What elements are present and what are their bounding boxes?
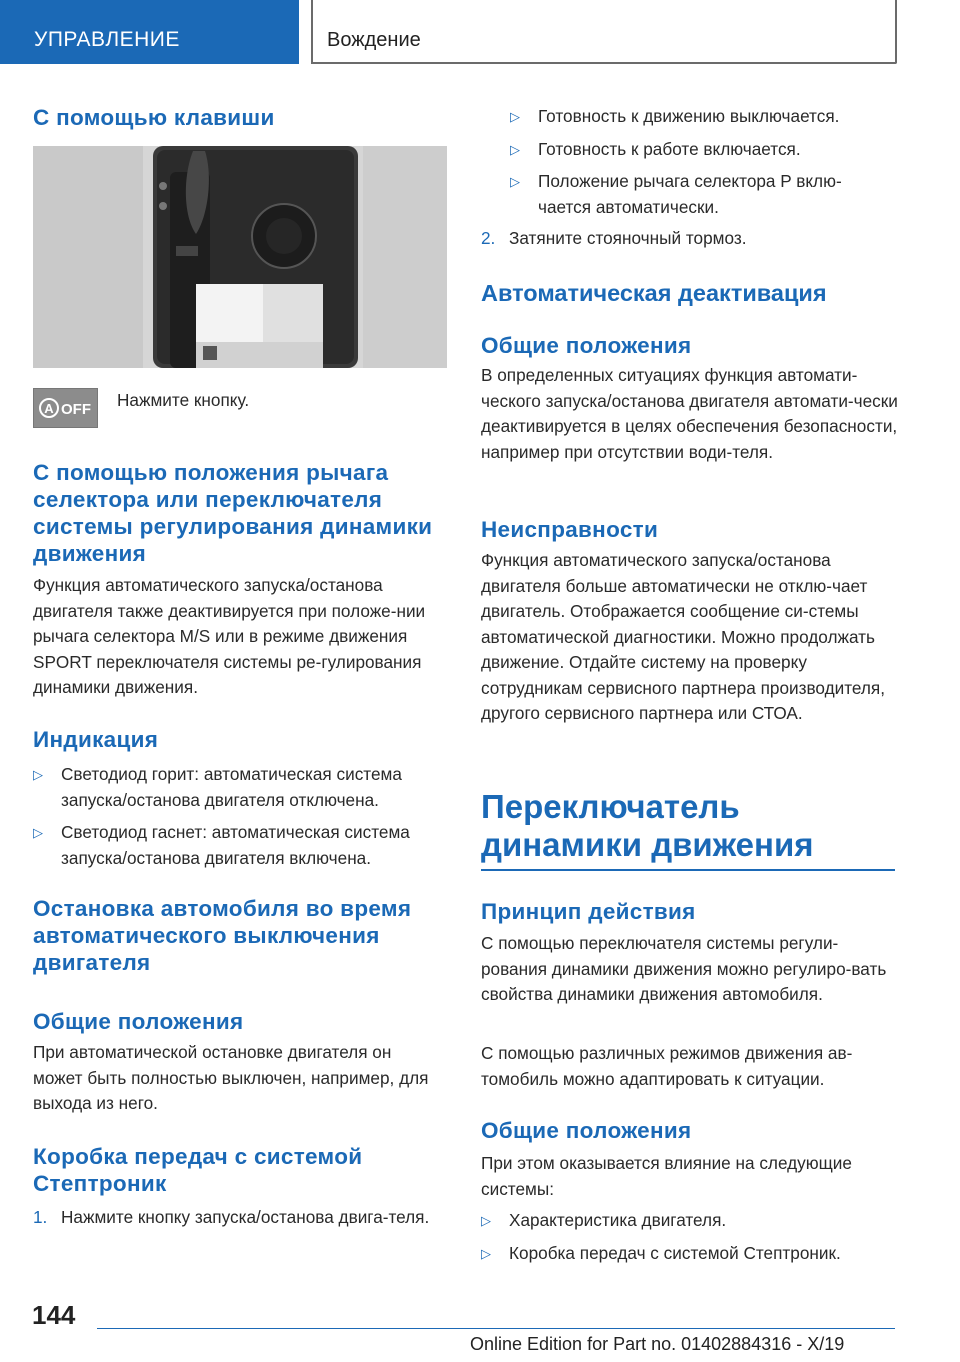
list-item: ▷ Готовность к работе включается. — [510, 137, 900, 163]
footer-divider — [97, 1328, 895, 1329]
center-console-illustration — [33, 146, 447, 368]
heading-general-left: Общие положения — [33, 1009, 244, 1034]
list-item: ▷ Коробка передач с системой Стептроник. — [481, 1241, 896, 1267]
list-item: ▷ Светодиод горит: автоматическая система запуска/останова двигателя отключена. — [33, 764, 402, 810]
svg-text:A: A — [44, 401, 54, 416]
heading-principle: Принцип действия — [481, 899, 696, 924]
press-button-text: Нажмите кнопку. — [117, 390, 250, 410]
list-item: 1. Нажмите кнопку запуска/останова двига-теля. — [33, 1207, 430, 1227]
list-item: ▷ Светодиод гаснет: автоматическая система запуска/останова двигателя включена. — [33, 822, 410, 868]
triangle-bullet-icon: ▷ — [33, 825, 43, 840]
chapter-tab — [311, 0, 897, 64]
list-item: ▷ Положение рычага селектора P вклю-чается автоматически. — [510, 171, 842, 217]
edition-note: Online Edition for Part no. 01402884316 - X/19 — [470, 1334, 845, 1354]
triangle-bullet-icon: ▷ — [510, 174, 520, 189]
principle-text-1: С помощью переключателя системы регули-рования динамики движения можно регулиро-вать свойства динамики движения автомобиля. — [481, 933, 887, 1004]
faults-text: Функция автоматического запуска/останова двигателя больше автоматически не отклю-чает двигатель. Отображается сообщение си-стемы автоматической диагностики. Можно продолжать движение. Отдайте систему на проверку сотрудникам сервисного партнера производителя, другого сервисного партнера или СТОА. — [481, 550, 886, 723]
section-title: УПРАВЛЕНИЕ — [34, 28, 180, 51]
selector-text: Функция автоматического запуска/останова двигателя также деактивируется при положе-нии рычага селектора M/S или в режиме движения SPORT переключателя системы ре-гулирования динамики движения. — [33, 575, 426, 697]
heading-general-right-2: Общие положения — [481, 1118, 692, 1143]
principle-text-2: С помощью различных режимов движения ав-томобиль можно адаптировать к ситуации. — [481, 1043, 853, 1089]
section-divider — [481, 869, 895, 871]
triangle-bullet-icon: ▷ — [33, 767, 43, 782]
triangle-bullet-icon: ▷ — [510, 109, 520, 124]
heading-selector: С помощью положения рычага селектора или переключателя системы регулирования динамики движения — [33, 460, 433, 566]
list-item: 2. Затяните стояночный тормоз. — [481, 228, 747, 248]
heading-driving-dynamics-switch: Переключатель динамики движения — [481, 788, 814, 863]
general-left-text: При автоматической остановке двигателя он может быть полностью выключен, например, для выхода из него. — [33, 1042, 429, 1113]
auto-start-stop-icon — [34, 389, 97, 427]
section-tab — [0, 0, 299, 64]
triangle-bullet-icon: ▷ — [510, 142, 520, 157]
button-label: OFF — [61, 401, 91, 418]
heading-indication: Индикация — [33, 727, 159, 752]
center-console-photo — [33, 146, 447, 368]
heading-key: С помощью клавиши — [33, 105, 275, 130]
auto-start-stop-off-button — [33, 388, 98, 428]
heading-steptronic: Коробка передач с системой Стептроник — [33, 1144, 363, 1196]
list-item: ▷ Характеристика двигателя. — [481, 1208, 896, 1234]
triangle-bullet-icon: ▷ — [481, 1213, 491, 1228]
general-right-2-text: При этом оказывается влияние на следующие системы: — [481, 1153, 852, 1199]
triangle-bullet-icon: ▷ — [481, 1246, 491, 1261]
page-number: 144 — [32, 1300, 76, 1330]
heading-general-right: Общие положения — [481, 333, 692, 358]
list-item: ▷ Готовность к движению выключается. — [510, 104, 900, 130]
heading-auto-deactivation: Автоматическая деактивация — [481, 280, 827, 306]
heading-faults: Неисправности — [481, 517, 659, 542]
chapter-title: Вождение — [327, 29, 421, 51]
general-right-text: В определенных ситуациях функция автомати-ческого запуска/останова двигателя автомати-чески деактивируется в целях обеспечения безопасности, например при отсутствии води-теля. — [481, 365, 898, 462]
heading-stop: Остановка автомобиля во время автоматического выключения двигателя — [33, 896, 412, 975]
